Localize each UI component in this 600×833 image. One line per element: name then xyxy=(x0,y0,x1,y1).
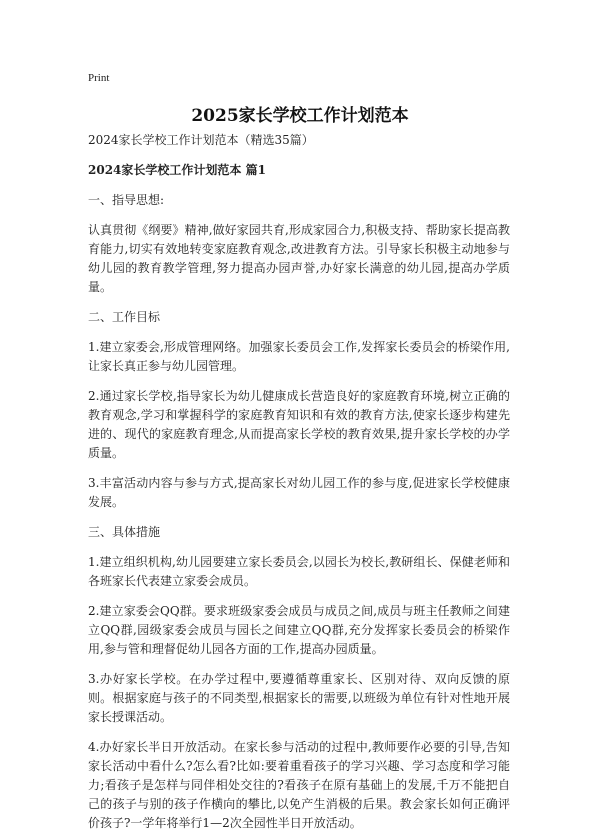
heading-guiding-ideology: 一、指导思想: xyxy=(88,193,165,207)
document-subtitle: 2024家长学校工作计划范本（精选35篇） xyxy=(88,133,314,147)
paragraph-goal-1: 1.建立家委会,形成管理网络。加强家长委员会工作,发挥家长委员会的桥梁作用,让家长真正参与幼儿园管理。 xyxy=(88,340,510,373)
heading-work-goals: 二、工作目标 xyxy=(88,310,161,324)
heading-specific-measures: 三、具体措施 xyxy=(88,525,161,539)
paragraph-measure-1: 1.建立组织机构,幼儿园要建立家长委员会,以园长为校长,教研组长、保健老师和各班家长代表建立家委会成员。 xyxy=(88,555,510,588)
paragraph-measure-4: 4.办好家长半日开放活动。在家长参与活动的过程中,教师要作必要的引导,告知家长活动中看什么?怎么看?比如:要着重看孩子的学习兴趣、学习态度和学习能力;看孩子是怎样与同伴相处交往的?看孩子在原有基础上的发展,千万不能把自己的孩子与别的孩子作横向的攀比,以免产生消极的后果。教会家长如何正确评价孩子?一学年将举行1—2次全园性半日开放活动。 xyxy=(88,740,510,830)
section-title: 2024家长学校工作计划范本 篇1 xyxy=(88,163,266,177)
page-title: 2025家长学校工作计划范本 xyxy=(191,106,409,126)
print-label[interactable]: Print xyxy=(88,72,110,84)
paragraph-goal-2: 2.通过家长学校,指导家长为幼儿健康成长营造良好的家庭教育环境,树立正确的教育观念,学习和掌握科学的家庭教育知识和有效的教育方法,使家长逐步构建先进的、现代的家庭教育理念,从而提高家长学校的教育效果,提升家长学校的办学质量。 xyxy=(88,389,510,460)
paragraph-measure-3: 3.办好家长学校。在办学过程中,要遵循尊重家长、区别对待、双向反馈的原则。根据家庭与孩子的不同类型,根据家长的需要,以班级为单位有针对性地开展家长授课活动。 xyxy=(88,672,510,724)
paragraph-goal-3: 3.丰富活动内容与参与方式,提高家长对幼儿园工作的参与度,促进家长学校健康发展。 xyxy=(88,476,510,509)
document-body xyxy=(88,131,510,833)
paragraph-guiding-ideology: 认真贯彻《纲要》精神,做好家园共育,形成家园合力,积极支持、帮助家长提高教育能力,切实有效地转变家庭教育观念,改进教育方法。引导家长积极主动地参与幼儿园的教育教学管理,努力提高办园声誉,办好家长满意的幼儿园,提高办学质量。 xyxy=(88,223,510,294)
paragraph-measure-2: 2.建立家委会QQ群。要求班级家委会成员与成员之间,成员与班主任教师之间建立QQ群,园级家委会成员与园长之间建立QQ群,充分发挥家长委员会的桥梁作用,参与管和理督促幼儿园各方面的工作,提高办园质量。 xyxy=(88,604,510,656)
